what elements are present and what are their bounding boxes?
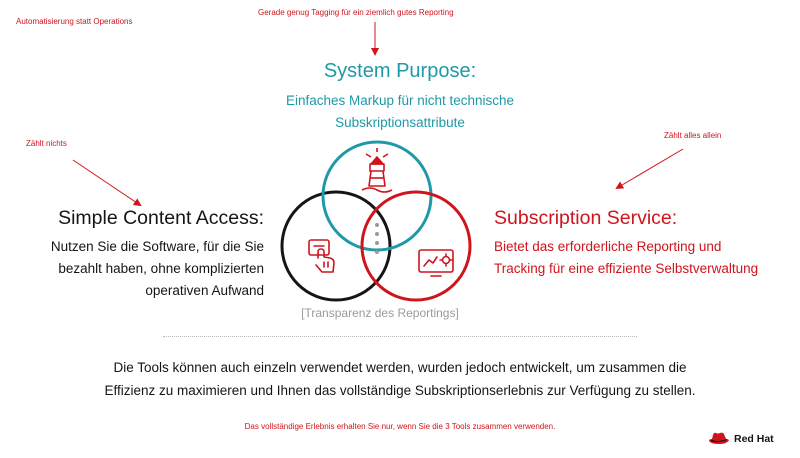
- system-purpose-title: System Purpose:: [323, 60, 477, 82]
- red-hat-logo-text: Red Hat: [734, 433, 774, 445]
- system-purpose-line-1: Einfaches Markup für nicht technische: [285, 93, 515, 108]
- note-counts-nothing: Zählt nichts: [26, 139, 67, 148]
- touch-hand-icon: [309, 240, 334, 272]
- simple-content-access-line-3: operativen Aufwand: [145, 283, 264, 298]
- subscription-service-line-2: Tracking für eine effiziente Selbstverwaltung: [494, 261, 759, 276]
- bottom-text-line-1: Die Tools können auch einzeln verwendet werden, wurden jedoch entwickelt, um zusammen die: [113, 360, 687, 375]
- simple-content-access-line-1: Nutzen Sie die Software, für die Sie: [50, 239, 264, 254]
- venn-circle-subscription-service: [362, 192, 470, 300]
- venn-circle-simple-content-access: [282, 192, 390, 300]
- red-hat-logo: [708, 432, 774, 446]
- dashboard-monitor-icon: [419, 250, 453, 276]
- system-purpose-line-2: Subskriptionsattribute: [335, 115, 465, 130]
- arrow-counts-everything: [617, 149, 683, 188]
- subscription-service-line-1: Bietet das erforderliche Reporting und: [494, 239, 722, 254]
- simple-content-access-line-2: bezahlt haben, ohne komplizierten: [58, 261, 264, 276]
- transparency-label: [Transparenz des Reportings]: [301, 306, 459, 320]
- note-automation: Automatisierung statt Operations: [16, 17, 133, 26]
- venn-diagram: [270, 136, 510, 311]
- red-hat-fedora-icon: [708, 432, 730, 446]
- note-tagging: Gerade genug Tagging für ein ziemlich gutes Reporting: [258, 8, 454, 17]
- footnote: Das vollständige Erlebnis erhalten Sie nur, wenn Sie die 3 Tools zusammen verwenden.: [244, 422, 556, 431]
- note-counts-everything: Zählt alles allein: [664, 131, 722, 140]
- bottom-text-line-2: Effizienz zu maximieren und Ihnen das vollständige Subskriptionserlebnis zur Verfügung zu stellen.: [104, 383, 696, 398]
- lighthouse-icon: [362, 148, 392, 192]
- dotted-divider: [163, 336, 637, 337]
- simple-content-access-title: Simple Content Access:: [58, 207, 264, 229]
- arrow-counts-nothing: [73, 160, 140, 205]
- subscription-service-title: Subscription Service:: [494, 207, 678, 229]
